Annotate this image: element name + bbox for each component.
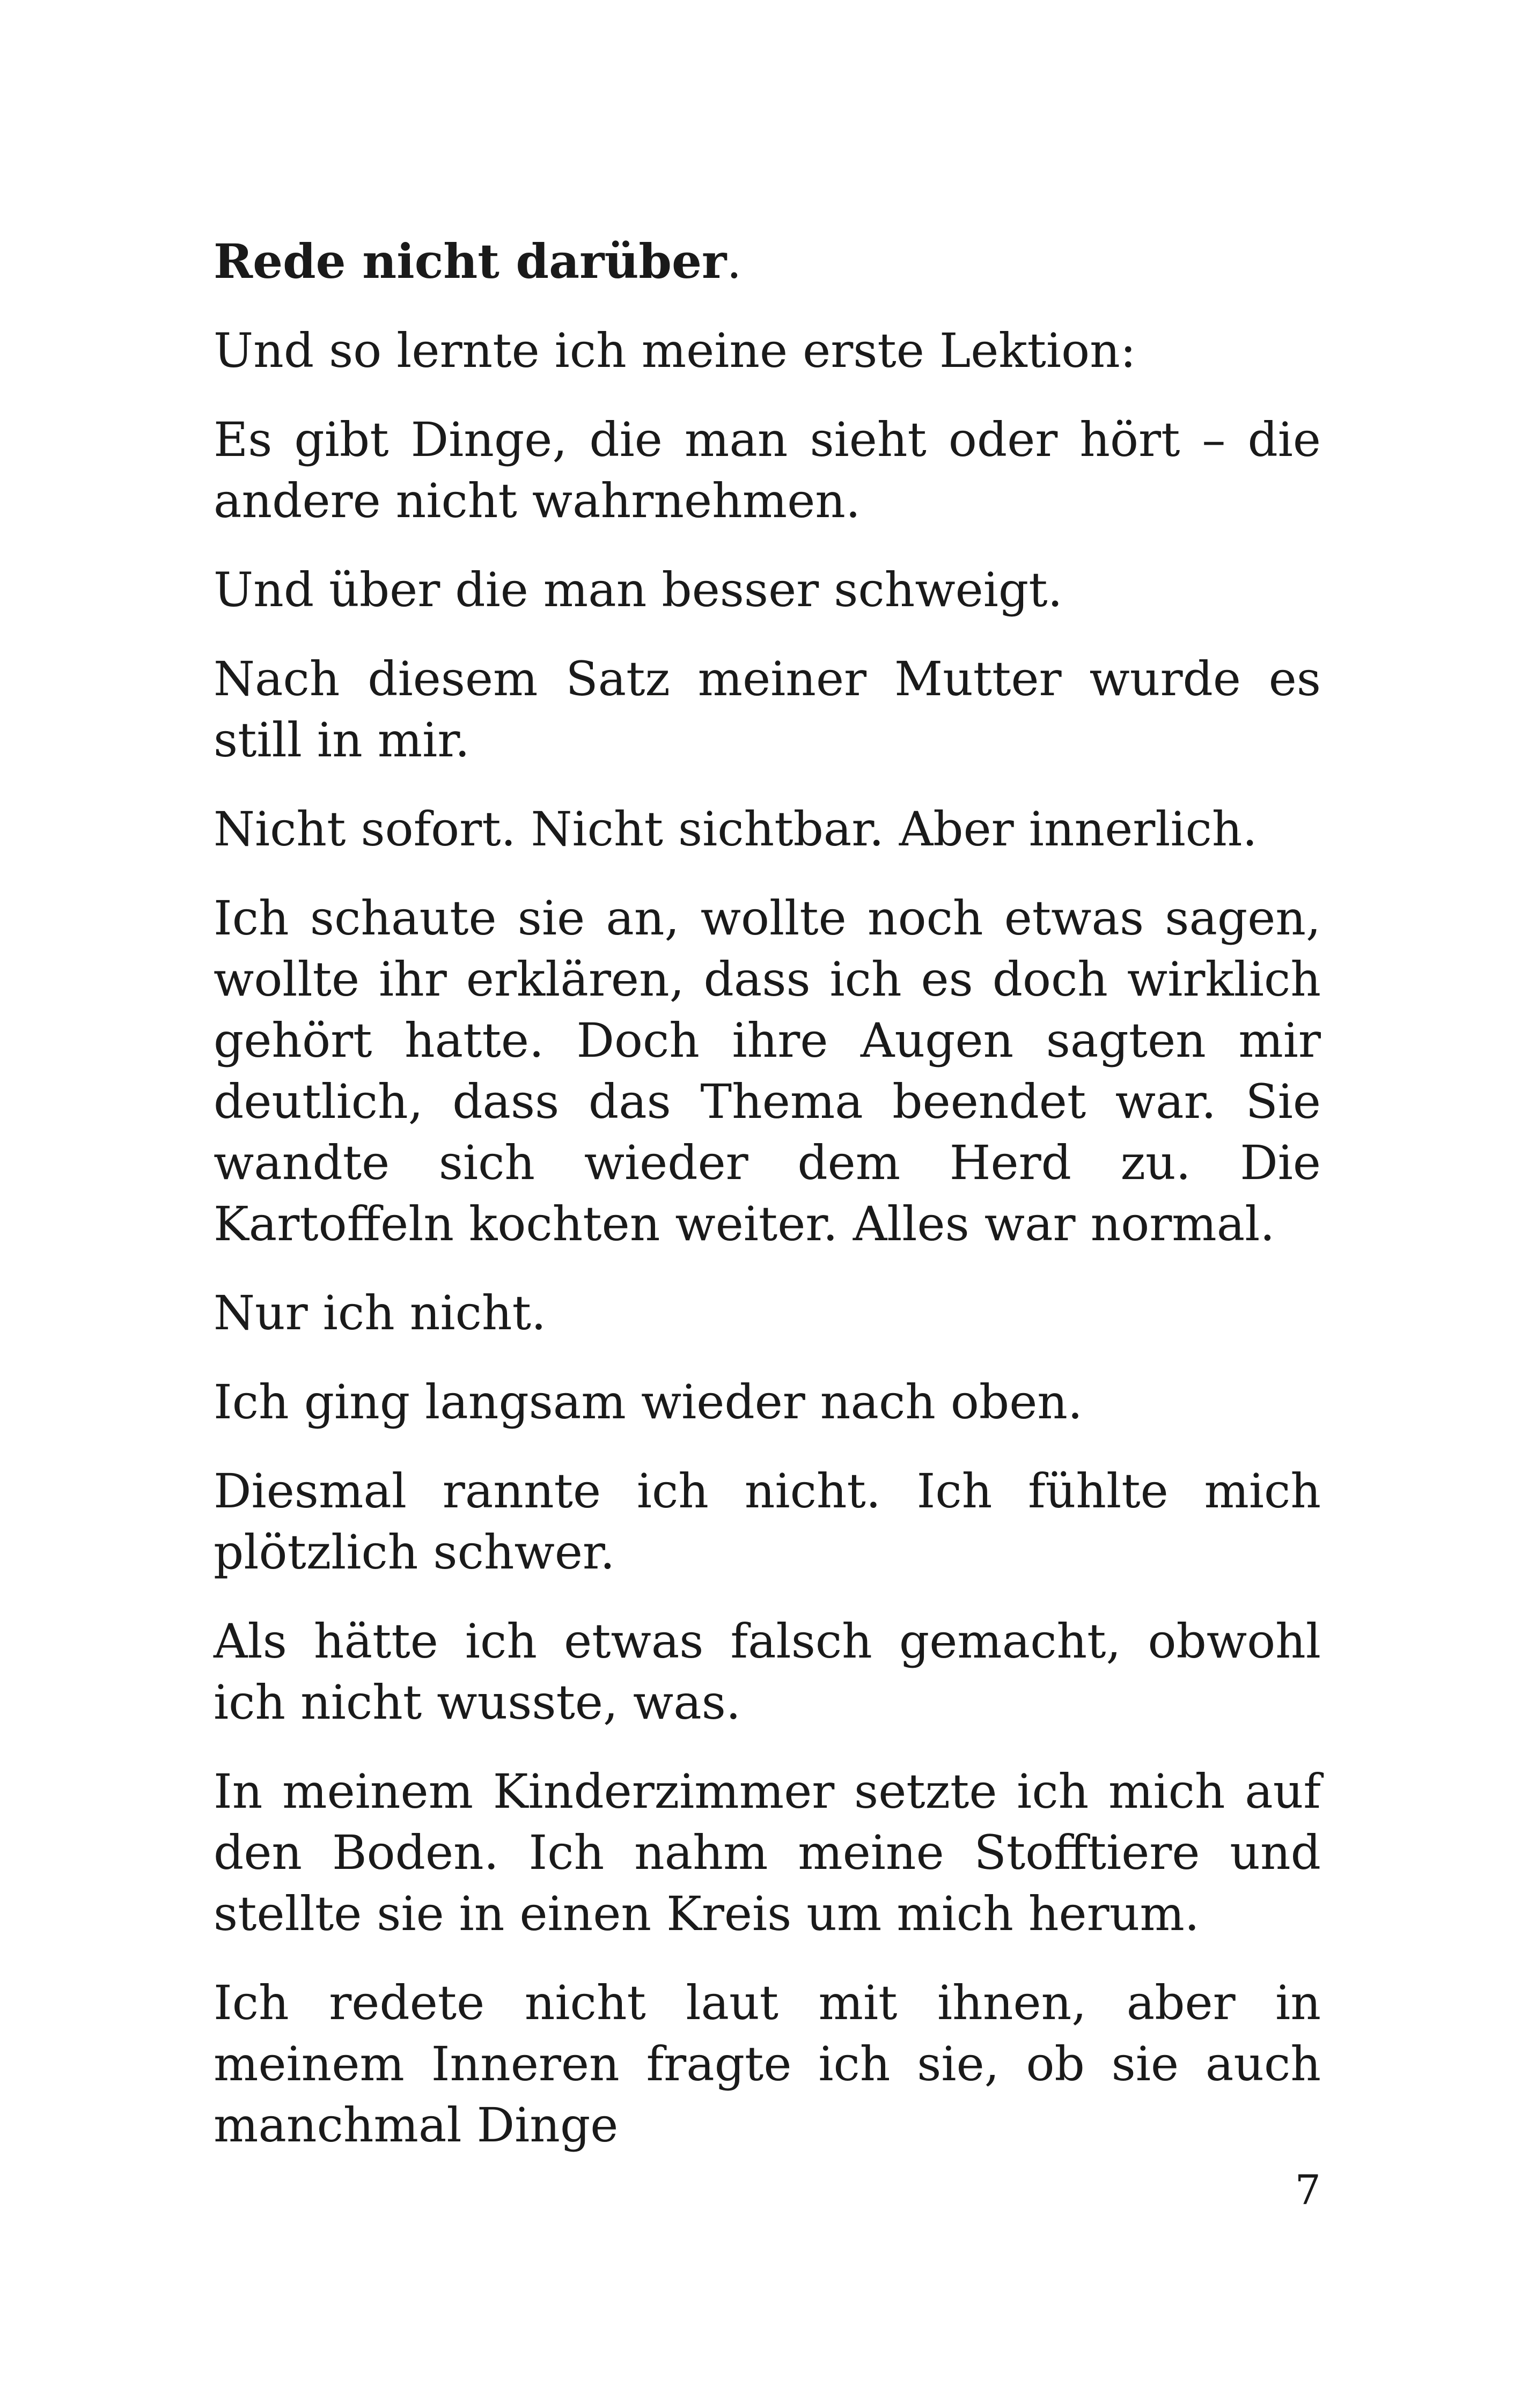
paragraph: Ich redete nicht laut mit ihnen, aber in meinem Inneren fragte ich sie, ob sie auch manchmal Dinge (214, 1975, 1321, 2153)
paragraph: Es gibt Dinge, die man sieht oder hört – die andere nicht wahrnehmen. (214, 412, 1321, 528)
paragraph: Ich schaute sie an, wollte noch etwas sagen, wollte ihr erklären, dass ich es doch wirklich gehört hatte. Doch ihre Augen sagten mir deutlich, dass das Thema beendet war. Sie wandte sich wieder dem Herd zu. Die Kartoffeln kochten weiter. Alles war normal. (214, 890, 1321, 1251)
paragraph: Nach diesem Satz meiner Mutter wurde es still in mir. (214, 651, 1321, 768)
paragraph: Nicht sofort. Nicht sichtbar. Aber innerlich. (214, 801, 1258, 857)
paragraph-heading (214, 231, 1321, 292)
paragraph: In meinem Kinderzimmer setzte ich mich auf den Boden. Ich nahm meine Stofftiere und stellte sie in einen Kreis um mich herum. (214, 1764, 1321, 1941)
page-number: 7 (1295, 2166, 1321, 2214)
bold-phrase: Rede nicht darüber (214, 233, 727, 289)
paragraph: Diesmal rannte ich nicht. Ich fühlte mich plötzlich schwer. (214, 1463, 1321, 1580)
paragraph: Und so lernte ich meine erste Lektion: (214, 323, 1136, 378)
paragraph: Als hätte ich etwas falsch gemacht, obwohl ich nicht wusste, was. (214, 1614, 1321, 1730)
paragraph: Und über die man besser schweigt. (214, 562, 1063, 617)
heading-punctuation: . (726, 234, 742, 289)
paragraph: Nur ich nicht. (214, 1285, 546, 1341)
paragraph: Ich ging langsam wieder nach oben. (214, 1374, 1083, 1430)
body-text (214, 231, 1321, 2156)
